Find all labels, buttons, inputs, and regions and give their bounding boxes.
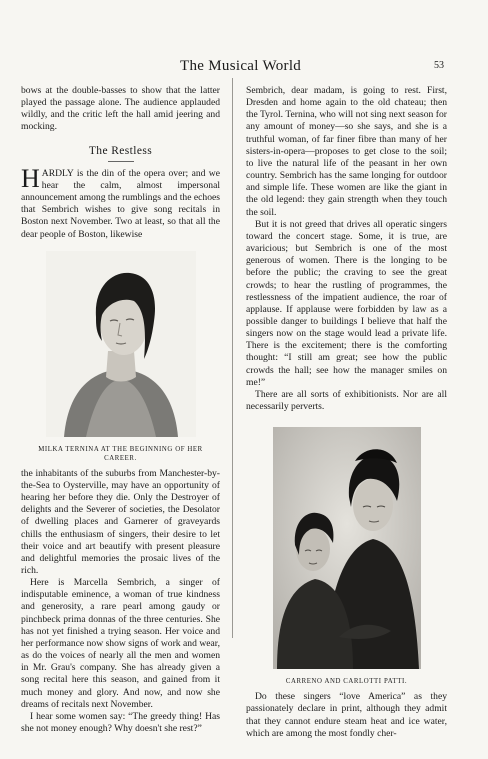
title-rule	[108, 161, 134, 162]
paragraph: bows at the double-basses to show that the latter played the passage alone. The audience applauded wildly, and the critic left the hall amid jeering and mocking.	[21, 85, 220, 133]
paragraph	[21, 163, 220, 241]
paragraph: Do these singers “love America” as they passionately declare in print, although they admit that they cannot endure steam heat and ice water, which are among the most fondly cher-	[246, 691, 447, 739]
paragraph: Sembrich, dear madam, is going to rest. First, Dresden and home again to the old chateau; then the Tyrol. Ternina, who will not sing next season for any amount of money—so she says, and she is a truthful woman, of far finer fibre than many of her sisters-in-opera—proposes to get close to the soil; to live the natural life of the peasant in her own country. Sembrich has the same longing for outdoor and simple life. These women are like the giant in the old legend: they gain strength when they touch the soil.	[246, 85, 447, 218]
paragraph-text: ARDLY is the din of the opera over; and we hear the calm, almost impersonal announcement among the rumblings and the echoes that Sembrich wishes to give song recitals in Boston next November. Two at least, so that all the dear people of Boston, likewise	[21, 167, 220, 240]
drop-cap: H	[21, 163, 40, 193]
photo-caption: MILKA TERNINA AT THE BEGINNING OF HER CAREER.	[38, 445, 203, 462]
portrait-image	[273, 427, 421, 669]
publication-title: The Musical World	[180, 58, 302, 74]
right-column	[246, 85, 447, 740]
paragraph: I hear some women say: “The greedy thing! Has she not money enough? Why doesn't she rest?”	[21, 710, 220, 734]
photo-caption: CARRENO AND CARLOTTI PATTI.	[285, 678, 408, 686]
section-title: The Restless	[88, 144, 153, 157]
paragraph: the inhabitants of the suburbs from Manchester-by-the-Sea to Oysterville, may have an opportunity of hearing her before they die. Only the Destroyer of delights and the Severer of societies, the Desolator of dwelling places and Garnerer of graveyards chills the enthusiasm of singers, their desire to let their voice and art beautify with present pleasure and delightful memories the prosaic lives of the rich.	[21, 467, 220, 576]
page-header	[0, 58, 488, 78]
paragraph: There are all sorts of exhibitionists. Nor are all necessarily perverts.	[246, 388, 447, 413]
portrait-photo	[46, 251, 196, 437]
paragraph: Here is Marcella Sembrich, a singer of indisputable eminence, a woman of true kindness and generosity, a rare pearl among gaudy or pinchbeck prima donnas of the three centuries. She has not yet finished a trying season. Her voice and her performance now show signs of work and wear, as do the voices of nearly all the men and women in Mr. Grau's company. She has already given a song recital here this season, and gained from it much money and glory. And now, and now she dreams of recitals next November.	[21, 577, 220, 710]
paragraph: But it is not greed that drives all operatic singers toward the concert stage. Some, it is true, are avaricious; but Sembrich is one of the most generous of women. There is the longing to be before the public; the craving to see the great crowds; to hear the rustling of programmes, the restlessness of the impatient audience, the roar of applause. If applause were forbidden by law as a possible danger to buildings I believe that half the singers now on the stage would lead a private life. There is the excitement; there is the comforting thought: “I still am great; see how the public crowds the hall; see how the manager smiles on me!”	[246, 218, 447, 388]
portrait-image	[46, 251, 196, 437]
portrait-photo	[273, 427, 421, 669]
left-column	[21, 85, 220, 735]
page-number: 53	[434, 60, 444, 71]
column-divider	[232, 78, 233, 638]
